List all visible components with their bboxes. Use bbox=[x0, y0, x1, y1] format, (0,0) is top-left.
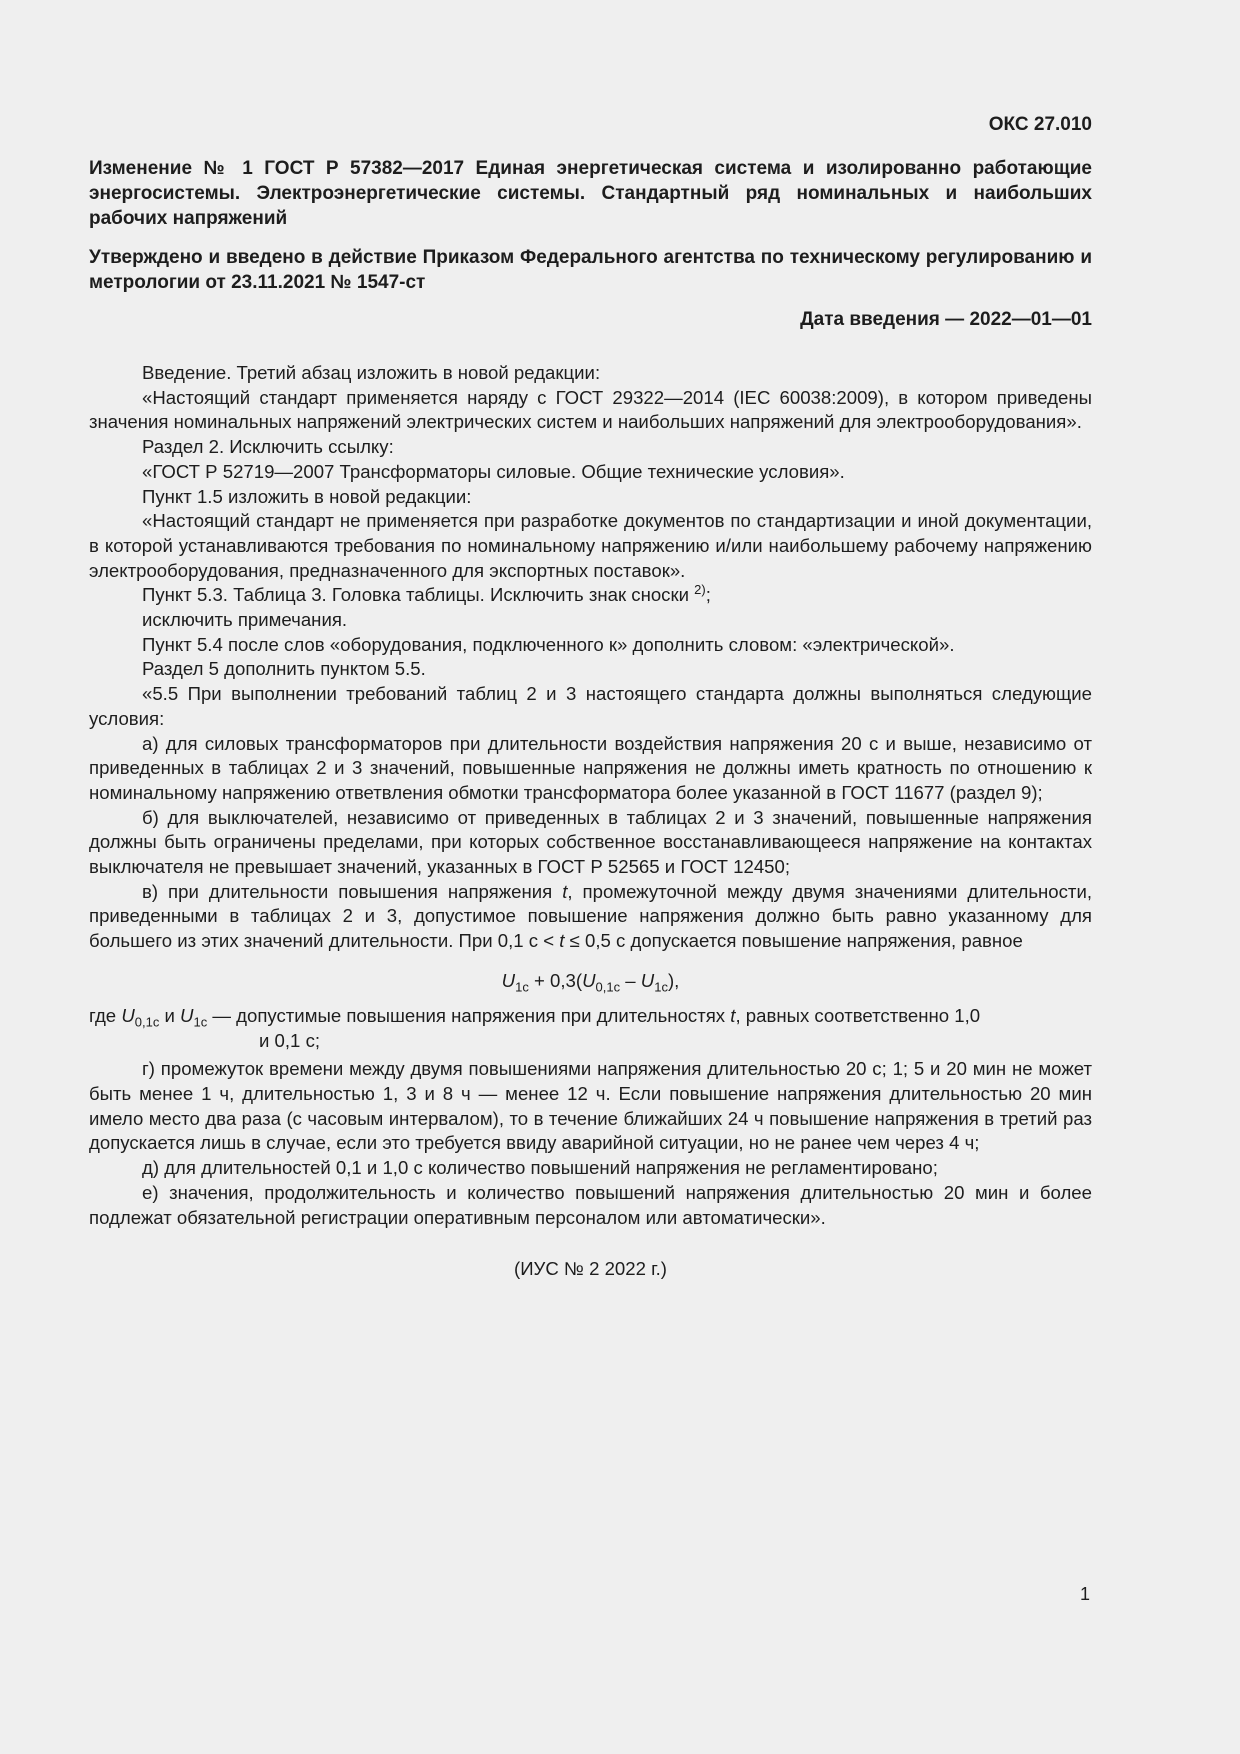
page-content bbox=[89, 112, 1092, 1282]
variable-u: U bbox=[501, 969, 516, 991]
document-title: Изменение № 1 ГОСТ Р 57382—2017 Единая энергетическая система и изолированно работающие энергосистемы. Электроэнергетические системы. Стандартный ряд номинальных и наибольших рабочих напряжений bbox=[89, 158, 1092, 229]
formula-text: + 0,3( bbox=[528, 969, 583, 991]
paragraph: «Настоящий стандарт применяется наряду с ГОСТ 29322—2014 (IEC 60038:2009), в котором приведены значения номинальных напряжений электрических систем и наибольших напряжений для электрооборудования». bbox=[89, 386, 1092, 433]
subscript: 0,1с bbox=[134, 1014, 160, 1030]
paragraph: д) для длительностей 0,1 и 1,0 с количество повышений напряжения не регламентировано; bbox=[142, 1157, 938, 1179]
paragraph: г) промежуток времени между двумя повышениями напряжения длительностью 20 с; 1; 5 и 20 мин не может быть менее 1 ч, длительностью 1, 3 и 8 ч — менее 12 ч. Если повышение напряжения длительностью 20 мин имело место два раза (с часовым интервалом), то в течение ближайших 24 ч повышение напряжения в третий раз допускается лишь в случае, если это требуется ввиду аварийной ситуации, но не ранее чем через 4 ч; bbox=[89, 1058, 1092, 1154]
legend-text: , равных соответственно 1,0 bbox=[735, 1004, 981, 1026]
formula-text: ), bbox=[667, 969, 680, 991]
oks-code: ОКС 27.010 bbox=[988, 114, 1092, 135]
paragraph-text: в) при длительности повышения напряжения bbox=[142, 880, 563, 902]
formula-text: – bbox=[620, 969, 641, 991]
legend-continuation: и 0,1 с; bbox=[259, 1029, 321, 1051]
subscript: 1с bbox=[193, 1014, 208, 1030]
page-number: 1 bbox=[1079, 1584, 1090, 1604]
paragraph: «5.5 При выполнении требований таблиц 2 и 3 настоящего стандарта должны выполняться следующие условия: bbox=[89, 683, 1092, 729]
paragraph-text: Пункт 5.3. Таблица 3. Головка таблицы. Исключить знак сноски bbox=[142, 584, 689, 606]
subscript: 0,1с bbox=[595, 979, 621, 995]
paragraph: е) значения, продолжительность и количество повышений напряжения длительностью 20 мин и более подлежат обязательной регистрации оперативным персоналом или автоматически». bbox=[89, 1181, 1092, 1228]
variable-t: t bbox=[730, 1004, 736, 1026]
effective-date: Дата введения — 2022—01—01 bbox=[800, 309, 1092, 330]
variable-u: U bbox=[180, 1004, 194, 1026]
variable-t: t bbox=[559, 930, 565, 952]
subscript: 1с bbox=[654, 979, 668, 995]
variable-u: U bbox=[582, 969, 596, 991]
paragraph: Раздел 2. Исключить ссылку: bbox=[142, 436, 394, 458]
document-body bbox=[89, 361, 1092, 1282]
variable-t: t bbox=[562, 880, 568, 902]
paragraph-text: ; bbox=[705, 584, 711, 606]
paragraph bbox=[89, 583, 1092, 608]
legend-text: — допустимые повышения напряжения при длительностях bbox=[207, 1004, 731, 1026]
ius-reference: (ИУС № 2 2022 г.) bbox=[514, 1258, 667, 1280]
paragraph: б) для выключателей, независимо от приведенных в таблицах 2 и 3 значений, повышенные напряжения должны быть ограничены пределами, при которых собственное восстанавливающееся напряжение на контактах выключателя не превышает значений, указанных в ГОСТ Р 52565 и ГОСТ 12450; bbox=[89, 806, 1092, 878]
subscript: 1с bbox=[515, 979, 529, 995]
approval-statement: Утверждено и введено в действие Приказом Федерального агентства по техническому регулированию и метрологии от 23.11.2021 № 1547-ст bbox=[89, 247, 1092, 293]
formula bbox=[89, 968, 1092, 994]
paragraph-text: ≤ 0,5 с допускается повышение напряжения, равное bbox=[564, 930, 1023, 952]
formula-legend bbox=[89, 1004, 1092, 1053]
paragraph: исключить примечания. bbox=[142, 609, 348, 631]
paragraph: Пункт 5.4 после слов «оборудования, подключенного к» дополнить словом: «электрической». bbox=[142, 633, 955, 655]
legend-line bbox=[89, 1004, 1092, 1029]
paragraph bbox=[89, 880, 1092, 954]
variable-u: U bbox=[640, 969, 655, 991]
legend-text: и bbox=[159, 1004, 181, 1026]
paragraph-text: , промежуточной между двумя значениями длительности, приведенными в таблицах 2 и 3, допустимое повышение напряжения должно быть равно указанному для большего из этих значений длительности. При 0,1 с < bbox=[89, 880, 1092, 952]
variable-u: U bbox=[121, 1004, 135, 1026]
footnote-mark: 2) bbox=[694, 582, 706, 598]
legend-text: где bbox=[89, 1004, 122, 1026]
paragraph: Раздел 5 дополнить пунктом 5.5. bbox=[142, 658, 426, 680]
paragraph: Введение. Третий абзац изложить в новой редакции: bbox=[142, 362, 601, 383]
paragraph: «ГОСТ Р 52719—2007 Трансформаторы силовые. Общие технические условия». bbox=[142, 460, 845, 482]
paragraph: «Настоящий стандарт не применяется при разработке документов по стандартизации и иной документации, в которой устанавливаются требования по номинальному напряжению и/или наибольшему рабочему напряжению электрооборудования, предназначенного для экспортных поставок». bbox=[89, 510, 1092, 581]
paragraph: а) для силовых трансформаторов при длительности воздействия напряжения 20 с и выше, независимо от приведенных в таблицах 2 и 3 значений, повышенные напряжения не должны иметь кратность по отношению к номинальному напряжению ответвления обмотки трансформатора более указанной в ГОСТ 11677 (раздел 9); bbox=[89, 732, 1092, 803]
paragraph: Пункт 1.5 изложить в новой редакции: bbox=[142, 485, 472, 507]
